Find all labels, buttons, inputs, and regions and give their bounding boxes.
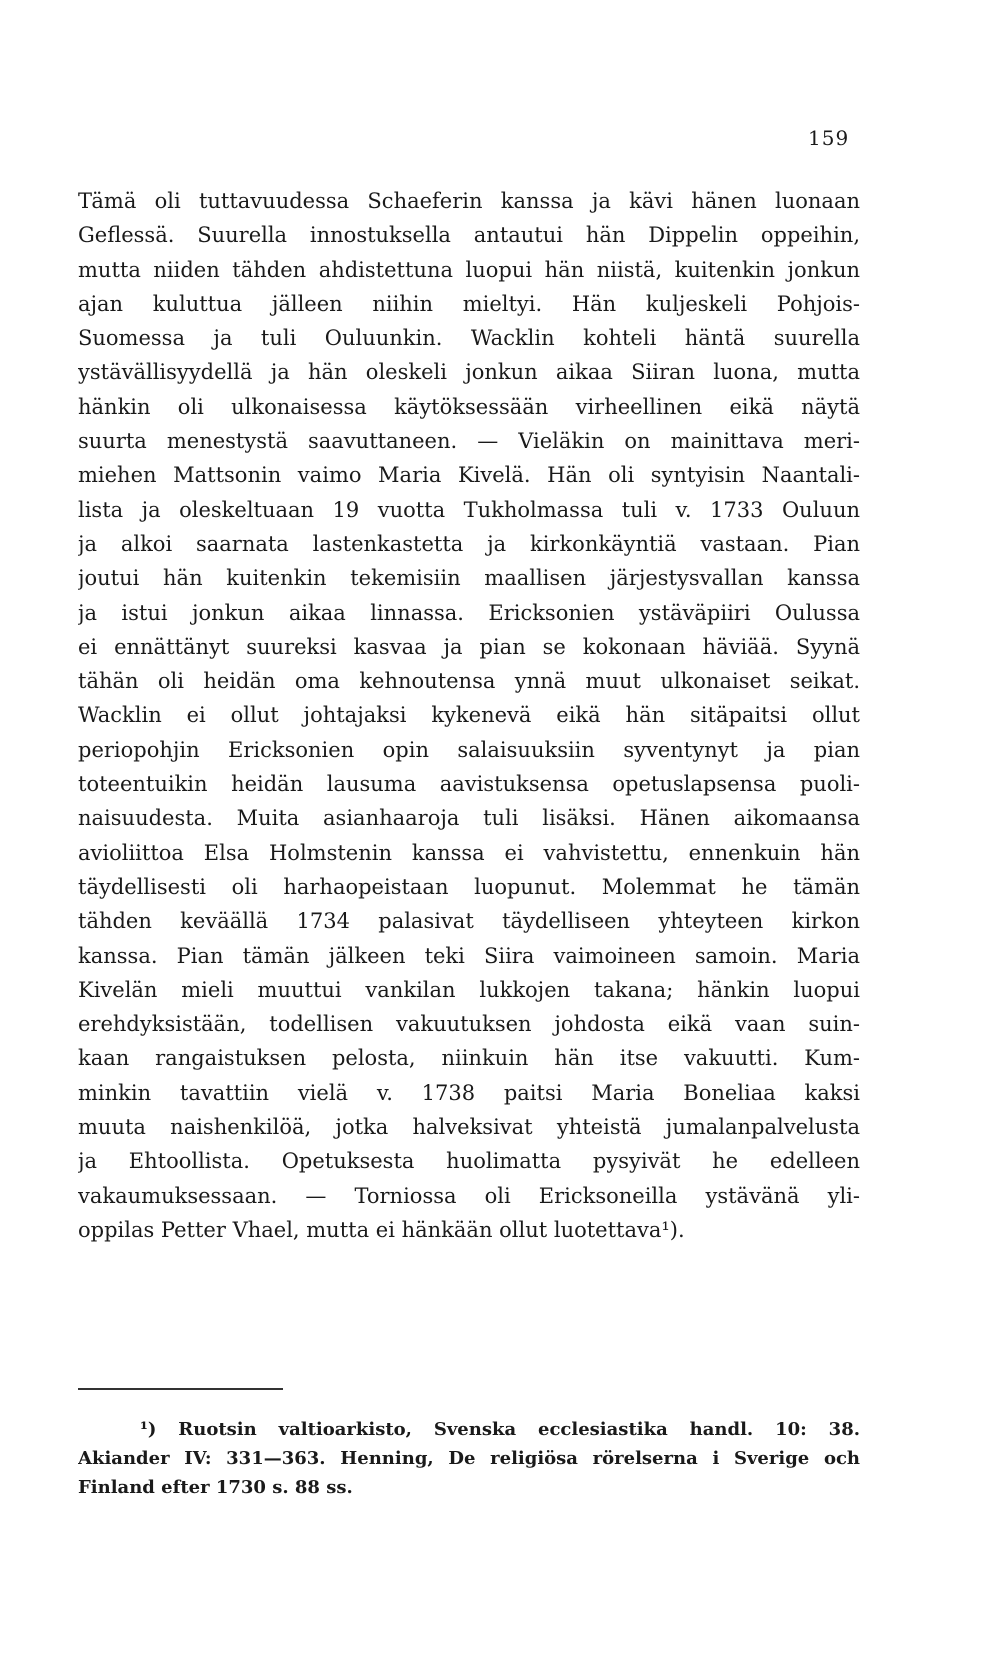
footnote-line: Finland efter 1730 s. 88 ss. (78, 1477, 353, 1498)
text-line: ajan kuluttua jälleen niihin mieltyi. Hän kuljeskeli Pohjois- (78, 291, 860, 316)
text-line: ja Ehtoollista. Opetuksesta huolimatta pysyivät he edelleen (78, 1149, 860, 1174)
text-line: minkin tavattiin vielä v. 1738 paitsi Maria Boneliaa kaksi (78, 1080, 860, 1105)
page-number: 159 (808, 126, 850, 150)
text-line: joutui hän kuitenkin tekemisiin maallisen järjestysvallan kanssa (78, 566, 860, 591)
text-line: ystävällisyydellä ja hän oleskeli jonkun aikaa Siiran luona, mutta (78, 360, 860, 385)
text-line: ja alkoi saarnata lastenkastetta ja kirkonkäyntiä vastaan. Pian (78, 531, 860, 556)
text-line: vakaumuksessaan. — Torniossa oli Ericksoneilla ystävänä yli- (78, 1183, 860, 1208)
footnotes (78, 1415, 860, 1502)
text-line: oppilas Petter Vhael, mutta ei hänkään ollut luotettava¹). (78, 1217, 685, 1242)
text-line: hänkin oli ulkonaisessa käytöksessään virheellinen eikä näytä (78, 394, 860, 419)
text-line: Suomessa ja tuli Ouluunkin. Wacklin kohteli häntä suurella (78, 326, 860, 351)
text-line: kanssa. Pian tämän jälkeen teki Siira vaimoineen samoin. Maria (78, 943, 860, 968)
body-text (78, 184, 860, 1247)
footnote-divider (78, 1388, 283, 1390)
text-line: naisuudesta. Muita asianhaaroja tuli lisäksi. Hänen aikomaansa (78, 806, 860, 831)
text-line: Wacklin ei ollut johtajaksi kykenevä eikä hän sitäpaitsi ollut (78, 703, 860, 728)
text-line: erehdyksistään, todellisen vakuutuksen johdosta eikä vaan suin- (78, 1012, 860, 1037)
text-line: suurta menestystä saavuttaneen. — Vieläkin on mainittava meri- (78, 429, 860, 454)
text-line: tähän oli heidän oma kehnoutensa ynnä muut ulkonaiset seikat. (78, 669, 860, 694)
text-line: mutta niiden tähden ahdistettuna luopui hän niistä, kuitenkin jonkun (78, 257, 860, 282)
text-line: ei ennättänyt suureksi kasvaa ja pian se kokonaan häviää. Syynä (78, 634, 860, 659)
text-line: tähden keväällä 1734 palasivat täydelliseen yhteyteen kirkon (78, 909, 860, 934)
text-line: lista ja oleskeltuaan 19 vuotta Tukholmassa tuli v. 1733 Ouluun (78, 497, 860, 522)
text-line: täydellisesti oli harhaopeistaan luopunut. Molemmat he tämän (78, 874, 860, 899)
text-line: toteentuikin heidän lausuma aavistuksensa opetuslapsensa puoli- (78, 772, 860, 797)
text-line: periopohjin Ericksonien opin salaisuuksiin syventynyt ja pian (78, 737, 860, 762)
text-line: ja istui jonkun aikaa linnassa. Ericksonien ystäväpiiri Oulussa (78, 600, 860, 625)
text-line: kaan rangaistuksen pelosta, niinkuin hän itse vakuutti. Kum- (78, 1046, 860, 1071)
text-line: muuta naishenkilöä, jotka halveksivat yhteistä jumalanpalvelusta (78, 1115, 860, 1140)
text-line: miehen Mattsonin vaimo Maria Kivelä. Hän oli syntyisin Naantali- (78, 463, 860, 488)
text-line: avioliittoa Elsa Holmstenin kanssa ei vahvistettu, ennenkuin hän (78, 840, 860, 865)
text-line: Geflessä. Suurella innostuksella antautui hän Dippelin oppeihin, (78, 223, 860, 248)
footnote-line: ¹) Ruotsin valtioarkisto, Svenska ecclesiastika handl. 10: 38. (140, 1419, 860, 1440)
text-line: Kivelän mieli muuttui vankilan lukkojen takana; hänkin luopui (78, 977, 860, 1002)
footnote-line: Akiander IV: 331—363. Henning, De religiösa rörelserna i Sverige och (78, 1448, 860, 1469)
text-line: Tämä oli tuttavuudessa Schaeferin kanssa ja kävi hänen luonaan (78, 189, 860, 213)
